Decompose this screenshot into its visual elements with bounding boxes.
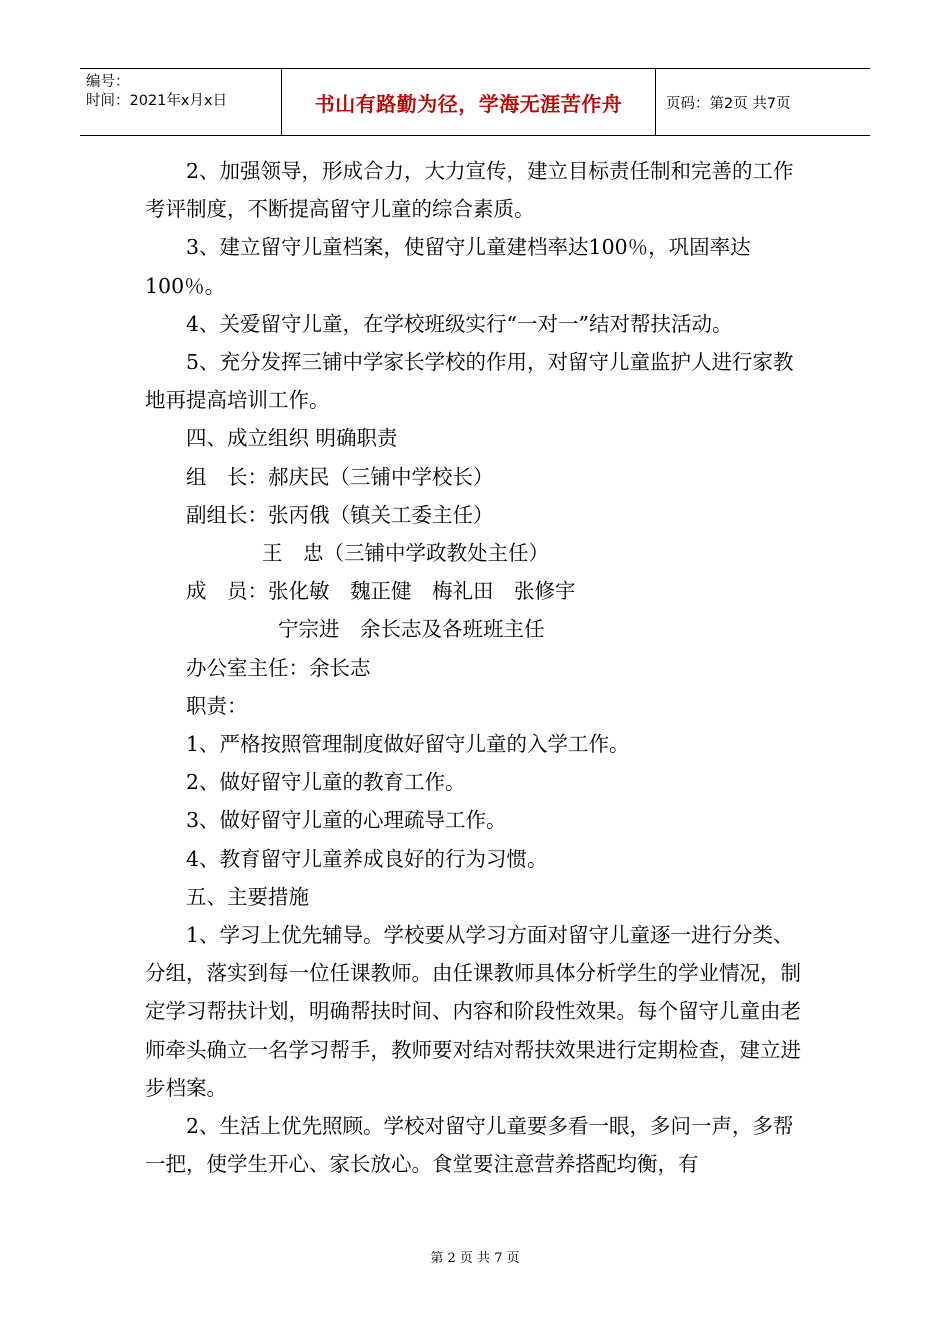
section-heading: 五、主要措施 [186,884,309,909]
duty-item: 3、做好留守儿童的心理疏导工作。 [186,808,507,833]
group-leader-line: 组 长：郝庆民（三铺中学校长） [186,464,494,489]
duty-item: 1、严格按照管理制度做好留守儿童的入学工作。 [186,732,630,757]
header-page-code: 页码：第2页 共7页 [666,95,791,112]
document-body [145,152,805,1183]
duty-item: 2、做好留守儿童的教育工作。 [186,770,466,795]
duties-heading: 职责： [186,693,248,718]
header-motto: 书山有路勤为径，学海无涯苦作舟 [314,91,623,116]
deputy-leader-line-2: 王 忠（三铺中学政教处主任） [262,541,549,566]
footer-page-number: 第 2 页 共 7 页 [430,1251,520,1266]
duty-item: 4、教育留守儿童养成良好的行为习惯。 [186,846,548,871]
paragraph: 5、充分发挥三铺中学家长学校的作用，对留守儿童监护人进行家教地再提高培训工作。 [145,350,794,413]
header-motto-cell [282,69,656,135]
page-footer [0,1247,950,1266]
paragraph: 3、建立留守儿童档案，使留守儿童建档率达100％，巩固率达100％。 [145,235,751,298]
document-number-label: 编号： [86,74,130,90]
paragraph: 4、关爱留守儿童，在学校班级实行“一对一”结对帮扶活动。 [186,311,733,336]
document-date-label: 时间：2021年x月x日 [86,93,228,109]
paragraph: 2、加强领导，形成合力，大力宣传，建立目标责任制和完善的工作考评制度，不断提高留守儿童的综合素质。 [145,159,794,222]
office-director-line: 办公室主任：余长志 [186,655,371,680]
section-heading: 四、成立组织 明确职责 [186,426,398,451]
header-page-code-cell [656,69,870,135]
header-meta [80,69,282,135]
deputy-leader-line: 副组长：张丙俄（镇关工委主任） [186,502,494,527]
members-line-2: 宁宗进 余长志及各班班主任 [278,617,545,642]
paragraph: 2、生活上优先照顾。学校对留守儿童要多看一眼，多问一声，多帮一把，使学生开心、家长放心。食堂要注意营养搭配均衡，有 [145,1114,794,1177]
page-header [80,68,870,136]
paragraph: 1、学习上优先辅导。学校要从学习方面对留守儿童逐一进行分类、分组，落实到每一位任课教师。由任课教师具体分析学生的学业情况，制定学习帮扶计划，明确帮扶时间、内容和阶段性效果。每个留守儿童由老师牵头确立一名学习帮手，教师要对结对帮扶效果进行定期检查，建立进步档案。 [145,923,801,1100]
members-line: 成 员：张化敏 魏正健 梅礼田 张修宇 [186,579,576,604]
